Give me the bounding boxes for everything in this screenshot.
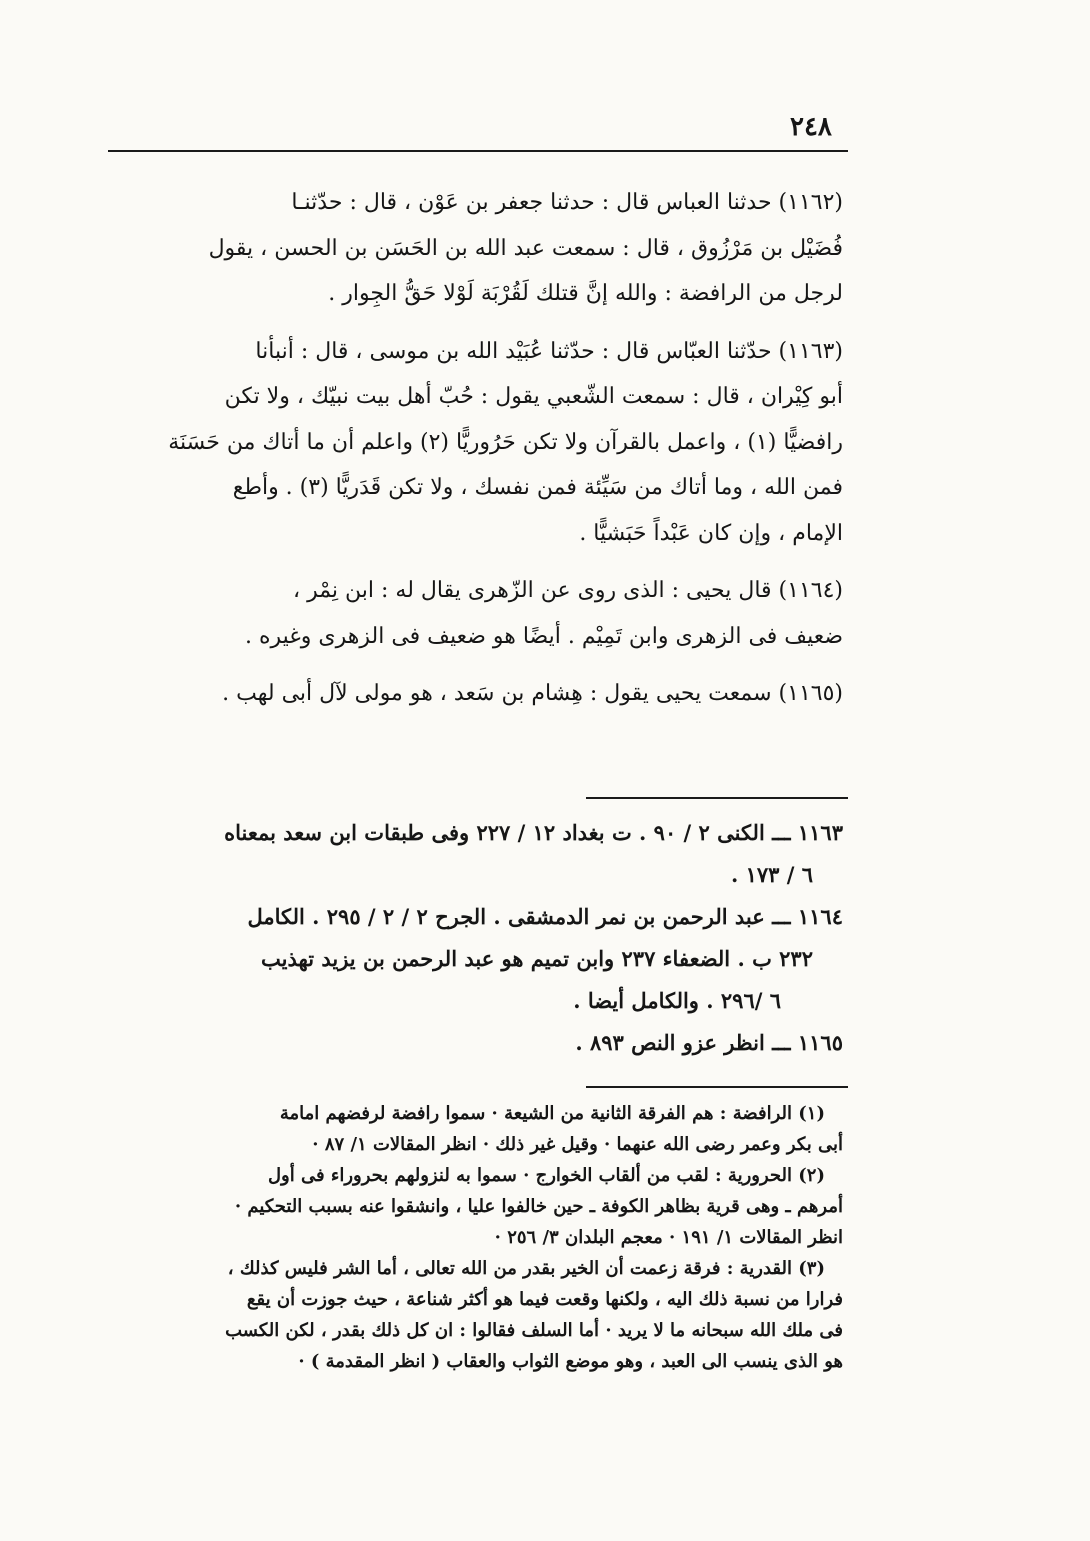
text-line: لرجل من الرافضة : والله إنَّ قتلك لَقُرْبَة لَوْلا حَقُّ الجِوار . xyxy=(328,281,843,306)
text-line: (١١٦٢) حدثنا العباس قال : حدثنا جعفر بن عَوْن ، قال : حدّثنـا xyxy=(291,190,843,215)
text-line: فمن الله ، وما أتاك من سَيِّئة فمن نفسك ، ولا تكن قَدَريًّا (٣) . وأطع xyxy=(232,475,843,500)
text-line: الإمام ، وإن كان عَبْداً حَبَشيًّا . xyxy=(579,520,843,546)
text-line: (١١٦٣) حدّثنا العبّاس قال : حدّثنا عُبَيْد الله بن موسى ، قال : أنبأنا xyxy=(255,338,843,364)
footnote-line: هو الذى ينسب الى العبد ، وهو موضع الثواب والعقاب ( انظر المقدمة ) · xyxy=(298,1351,843,1372)
text-line: رافضيًّا (١) ، واعمل بالقرآن ولا تكن حَرُوريًّا (٢) واعلم أن ما أتاك من حَسَنَة xyxy=(168,429,843,455)
note-1163 xyxy=(108,812,843,896)
footnote-line: انظر المقالات ١/ ١٩١ · معجم البلدان ٣/ ٢٥٦ · xyxy=(494,1227,843,1248)
page-number: ٢٤٨ xyxy=(790,112,832,142)
footnote-line: (١) الرافضة : هم الفرقة الثانية من الشيعة · سموا رافضة لرفضهم امامة xyxy=(279,1103,825,1124)
footnote-line: (٣) القدرية : فرقة زعمت أن الخير بقدر من الله تعالى ، أما الشر فليس كذلك ، xyxy=(227,1258,825,1279)
footnote-line: (٢) الحرورية : لقب من ألقاب الخوارج · سموا به لنزولهم بحروراء فى أول xyxy=(267,1165,825,1186)
footnote-1 xyxy=(108,1098,843,1160)
main-text xyxy=(108,180,843,729)
note-line: ١١٦٥ ـــ انظر عزو النص ٨٩٣ . xyxy=(575,1030,843,1055)
footnote-line: أمرهم ـ وهى قرية بظاهر الكوفة ـ حين خالفوا عليا ، وانشقوا عنه بسبب التحكيم · xyxy=(234,1196,843,1217)
note-line: ١١٦٣ ـــ الكنى ٢ / ٩٠ . ت بغداد ١٢ / ٢٢٧ وفى طبقات ابن سعد بمعناه xyxy=(224,820,843,845)
note-line: ٦ / ١٧٣ . xyxy=(730,862,813,887)
narration-1163 xyxy=(108,329,843,557)
text-line: (١١٦٤) قال يحيى : الذى روى عن الزّهرى يقال له : ابن نِمْر ، xyxy=(292,578,843,603)
footnote-2 xyxy=(108,1160,843,1253)
footnotes xyxy=(108,1098,843,1377)
note-1164 xyxy=(108,896,843,1022)
text-line: (١١٦٥) سمعت يحيى يقول : هِشام بن سَعد ، هو مولى لآل أبى لهب . xyxy=(222,681,843,706)
note-line: ٢٣٢ ب . الضعفاء ٢٣٧ وابن تميم هو عبد الرحمن بن يزيد تهذيب xyxy=(261,946,813,971)
note-line: ٦ /٢٩٦ . والكامل أيضا . xyxy=(573,988,781,1013)
narration-1165 xyxy=(108,671,843,717)
narration-1164 xyxy=(108,568,843,659)
text-line: فُضَيْل بن مَرْزُوق ، قال : سمعت عبد الله بن الحَسَن بن الحسن ، يقول xyxy=(208,235,843,261)
source-notes xyxy=(108,812,843,1064)
footnote-line: فى ملك الله سبحانه ما لا يريد · أما السلف فقالوا : ان كل ذلك بقدر ، لكن الكسب xyxy=(225,1320,843,1341)
note-line: ١١٦٤ ـــ عبد الرحمن بن نمر الدمشقى . الجرح ٢ / ٢ / ٢٩٥ . الكامل xyxy=(247,904,843,929)
footnotes-separator xyxy=(586,1086,848,1088)
text-line: ضعيف فى الزهرى وابن تَمِيْم . أيضًا هو ضعيف فى الزهرى وغيره . xyxy=(245,623,843,649)
footnote-line: أبى بكر وعمر رضى الله عنهما · وقيل غير ذلك · انظر المقالات ١/ ٨٧ · xyxy=(312,1134,843,1155)
notes-separator xyxy=(586,797,848,799)
narration-1162 xyxy=(108,180,843,317)
footnote-line: فرارا من نسبة ذلك اليه ، ولكنها وقعت فيما هو أكثر شناعة ، حيث جوزت أن يقع xyxy=(246,1289,843,1310)
footnote-3 xyxy=(108,1253,843,1377)
note-1165 xyxy=(108,1022,843,1064)
header-rule xyxy=(108,150,848,152)
text-line: أبو كِيْران ، قال : سمعت الشّعبي يقول : حُبّ أهل بيت نبيّك ، ولا تكن xyxy=(224,384,843,409)
